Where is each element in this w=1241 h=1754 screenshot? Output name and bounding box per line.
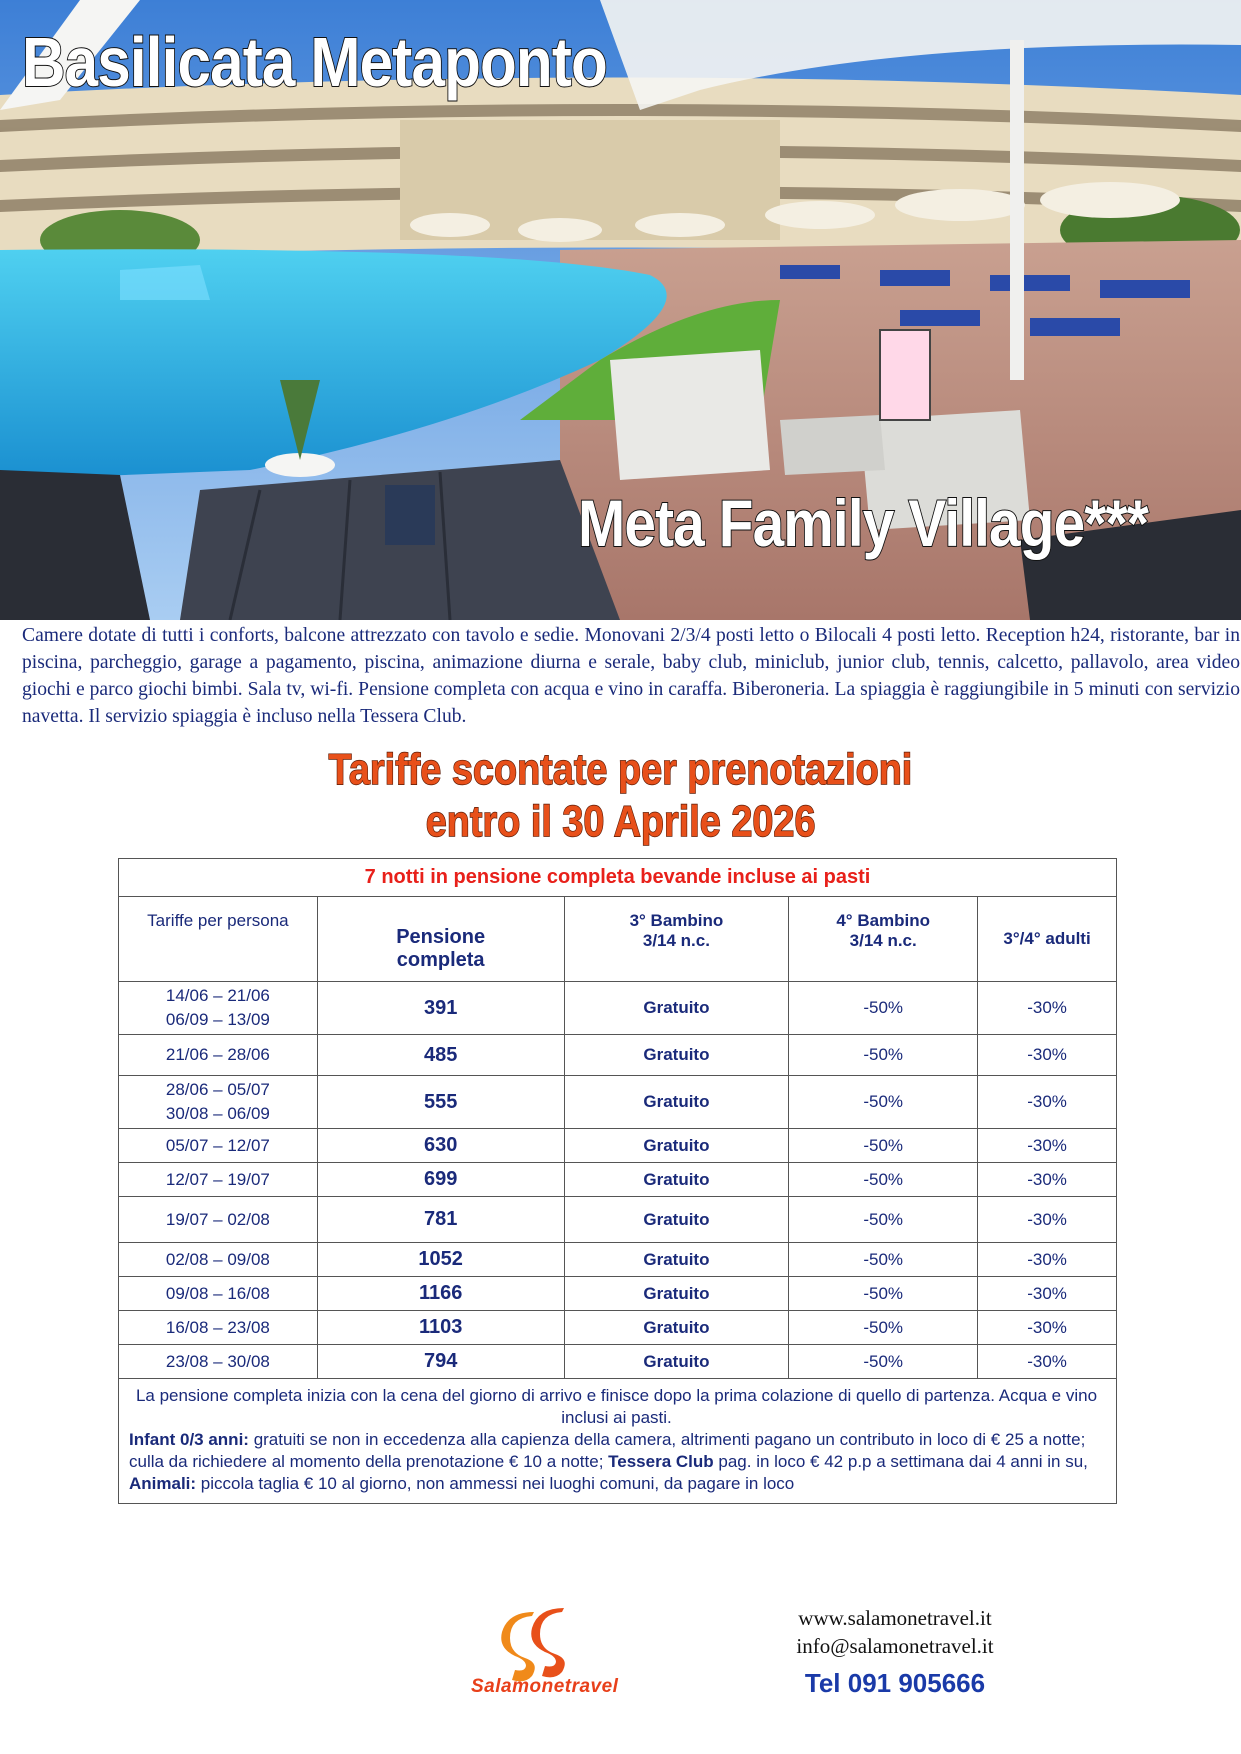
child3-cell: Gratuito — [564, 1243, 789, 1277]
adults-cell: -30% — [978, 1163, 1117, 1197]
header-child3 — [564, 897, 789, 982]
adults-cell: -30% — [978, 1076, 1117, 1129]
child4-cell: -50% — [789, 1345, 978, 1379]
phone-number[interactable]: Tel 091 905666 — [804, 1668, 986, 1698]
price-cell: 1166 — [317, 1277, 564, 1311]
child3-cell: Gratuito — [564, 1076, 789, 1129]
adults-cell: -30% — [978, 1129, 1117, 1163]
child4-cell: -50% — [789, 982, 978, 1035]
price-cell: 794 — [317, 1345, 564, 1379]
infant-label: Infant 0/3 anni: — [129, 1430, 249, 1449]
table-row — [119, 1163, 1117, 1197]
child4-cell: -50% — [789, 1035, 978, 1076]
price-cell: 555 — [317, 1076, 564, 1129]
table-row — [119, 1243, 1117, 1277]
salamone-logo-icon — [470, 1608, 650, 1718]
infant-text: gratuiti se non in eccedenza alla capienza della camera, altrimenti pagano un contributo in loco di € 25 a notte; culla da richiedere al momento della prenotazione € 10 a notte; — [129, 1430, 1086, 1471]
period-line: 16/08 – 23/08 — [165, 1317, 270, 1337]
brand-name: Salamonetravel — [471, 1676, 619, 1697]
club-text: pag. in loco € 42 p.p a settimana dai 4 anni in su, — [713, 1452, 1088, 1471]
header-period: Tariffe per persona — [119, 897, 318, 982]
price-cell: 630 — [317, 1129, 564, 1163]
table-row — [119, 982, 1117, 1035]
child3-cell: Gratuito — [564, 1277, 789, 1311]
offer-heading-line1 — [0, 745, 1241, 795]
child3-cell: Gratuito — [564, 1311, 789, 1345]
price-cell: 485 — [317, 1035, 564, 1076]
child4-cell: -50% — [789, 1076, 978, 1129]
price-rows — [119, 982, 1117, 1379]
header-child4-line2: 3/14 n.c. — [849, 931, 917, 950]
price-cell: 699 — [317, 1163, 564, 1197]
description-text: Camere dotate di tutti i conforts, balcone attrezzato con tavolo e sedie. Monovani 2/3/4 posti letto o Bilocali 4 posti letto. Reception h24, ristorante, bar in piscina, parcheggio, garage a pagamento, piscina, animazione diurna e serale, baby club, miniclub, junior club, tennis, calcetto, pallavolo, area video giochi e parco giochi bimbi. Sala tv, wi-fi. Pensione completa con acqua e vino in caraffa. Biberoneria. La spiaggia è raggiungibile in 5 minuti con servizio navetta. Il servizio spiaggia è incluso nella Tessera Club. — [22, 625, 1240, 727]
child3-cell: Gratuito — [564, 1345, 789, 1379]
header-pension-line1: Pensione — [396, 926, 486, 948]
table-row — [119, 1035, 1117, 1076]
table-row — [119, 1076, 1117, 1129]
period-cell — [119, 1129, 318, 1163]
location-title: Basilicata Metaponto — [22, 23, 607, 101]
offer-heading-line1-text: Tariffe scontate per prenotazioni — [328, 745, 913, 794]
price-cell: 781 — [317, 1197, 564, 1243]
adults-cell: -30% — [978, 1277, 1117, 1311]
hero-photo — [0, 0, 1241, 620]
table-notes — [119, 1379, 1117, 1504]
period-line: 28/06 – 05/07 — [165, 1080, 270, 1099]
adults-cell: -30% — [978, 982, 1117, 1035]
pets-label: Animali: — [129, 1474, 197, 1493]
table-row — [119, 1311, 1117, 1345]
child3-cell: Gratuito — [564, 1163, 789, 1197]
adults-cell: -30% — [978, 1197, 1117, 1243]
adults-cell: -30% — [978, 1311, 1117, 1345]
period-line: 06/09 – 13/09 — [165, 1010, 270, 1029]
child3-cell: Gratuito — [564, 982, 789, 1035]
header-pension — [317, 897, 564, 982]
child4-cell: -50% — [789, 1129, 978, 1163]
child4-cell: -50% — [789, 1197, 978, 1243]
table-row — [119, 1129, 1117, 1163]
period-line: 23/08 – 30/08 — [165, 1351, 270, 1371]
adults-cell: -30% — [978, 1345, 1117, 1379]
period-cell — [119, 1163, 318, 1197]
table-caption: 7 notti in pensione completa bevande incluse ai pasti — [119, 859, 1117, 897]
period-cell — [119, 1197, 318, 1243]
price-cell: 1052 — [317, 1243, 564, 1277]
child4-cell: -50% — [789, 1311, 978, 1345]
adults-cell: -30% — [978, 1035, 1117, 1076]
child3-cell: Gratuito — [564, 1197, 789, 1243]
header-child4-line1: 4° Bambino — [836, 911, 931, 930]
child3-cell: Gratuito — [564, 1129, 789, 1163]
period-line: 14/06 – 21/06 — [165, 986, 270, 1005]
header-child4 — [789, 897, 978, 982]
extra-info — [129, 1429, 1104, 1495]
child4-cell: -50% — [789, 1163, 978, 1197]
period-cell — [119, 1243, 318, 1277]
header-child3-line2: 3/14 n.c. — [642, 931, 710, 950]
club-label: Tessera Club — [608, 1452, 714, 1471]
period-cell — [119, 1076, 318, 1129]
header-child3-line1: 3° Bambino — [629, 911, 724, 930]
header-adults: 3°/4° adulti — [978, 897, 1117, 982]
adults-cell: -30% — [978, 1243, 1117, 1277]
period-line: 09/08 – 16/08 — [165, 1283, 270, 1303]
period-cell — [119, 1345, 318, 1379]
child4-cell: -50% — [789, 1277, 978, 1311]
period-line: 05/07 – 12/07 — [165, 1135, 270, 1155]
email-link[interactable]: info@salamonetravel.it — [796, 1634, 994, 1658]
offer-heading-line2 — [0, 797, 1241, 847]
price-cell: 1103 — [317, 1311, 564, 1345]
period-line: 02/08 – 09/08 — [165, 1249, 270, 1269]
table-row — [119, 1197, 1117, 1243]
child4-cell: -50% — [789, 1243, 978, 1277]
contacts — [770, 1604, 1020, 1699]
offer-heading-line2-text: entro il 30 Aprile 2026 — [425, 797, 816, 846]
period-cell — [119, 1277, 318, 1311]
child3-cell: Gratuito — [564, 1035, 789, 1076]
price-cell: 391 — [317, 982, 564, 1035]
period-cell — [119, 1311, 318, 1345]
table-row — [119, 1277, 1117, 1311]
header-pension-line2: completa — [396, 949, 485, 971]
village-title: Meta Family Village*** — [578, 486, 1148, 560]
table-row — [119, 1345, 1117, 1379]
period-cell — [119, 1035, 318, 1076]
period-line: 12/07 – 19/07 — [165, 1169, 270, 1189]
price-table — [118, 858, 1117, 1504]
period-line: 30/08 – 06/09 — [165, 1104, 270, 1123]
period-line: 21/06 – 28/06 — [165, 1045, 270, 1064]
pets-text: piccola taglia € 10 al giorno, non ammessi nei luoghi comuni, da pagare in loco — [196, 1474, 795, 1493]
period-cell — [119, 982, 318, 1035]
pension-info: La pensione completa inizia con la cena del giorno di arrivo e finisce dopo la prima colazione di quello di partenza. Acqua e vino inclusi ai pasti. — [135, 1386, 1098, 1427]
website-link[interactable]: www.salamonetravel.it — [798, 1606, 992, 1630]
period-line: 19/07 – 02/08 — [165, 1209, 270, 1229]
